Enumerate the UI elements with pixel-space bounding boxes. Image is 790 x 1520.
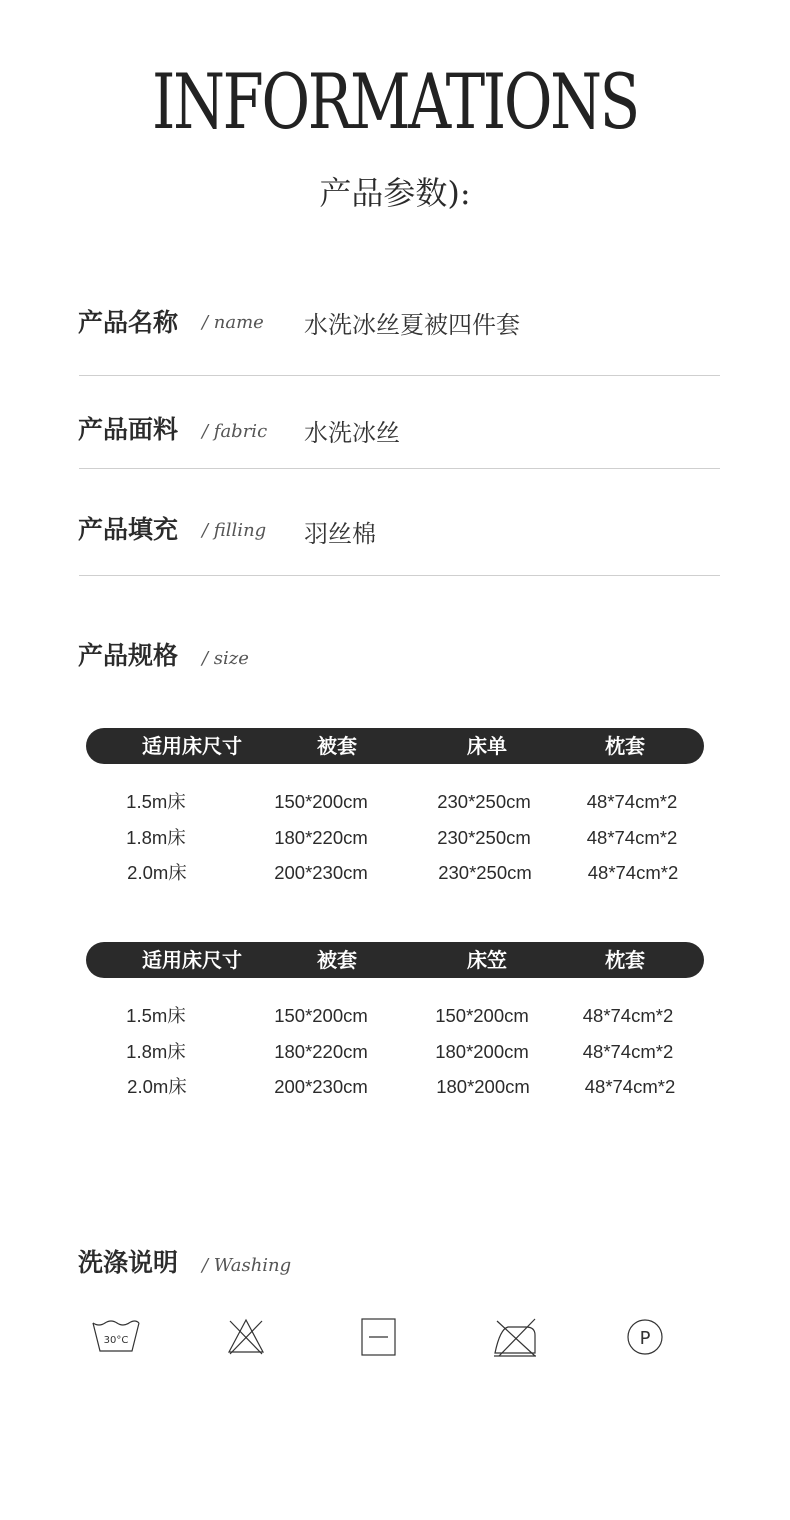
table-cell: 2.0m床 (127, 862, 187, 883)
table-cell: 180*200cm (435, 1041, 529, 1062)
table-cell: 1.8m床 (126, 827, 186, 848)
table-row (0, 1001, 790, 1031)
table-cell: 1.5m床 (126, 791, 186, 812)
table-cell: 150*200cm (435, 1005, 529, 1026)
page-subtitle: 产品参数): (319, 174, 471, 212)
table1-header-duvet-cover: 被套 (317, 734, 357, 758)
table-cell: 180*220cm (274, 1041, 368, 1062)
wash-temp-text: 30°C (103, 1335, 129, 1346)
fabric-label-en: / fabric (202, 421, 268, 442)
name-label-en: / name (202, 312, 264, 333)
no-iron-icon (490, 1317, 540, 1357)
table-cell: 230*250cm (437, 791, 531, 812)
table-cell: 48*74cm*2 (586, 791, 678, 812)
table-cell: 48*74cm*2 (582, 1041, 674, 1062)
table-cell: 48*74cm*2 (586, 827, 678, 848)
table2-header (86, 942, 704, 978)
table-row (0, 1037, 790, 1067)
table-cell: 1.5m床 (126, 1005, 186, 1026)
page-title: INFORMATIONS (152, 57, 638, 146)
size-label-en: / size (202, 648, 249, 669)
table2-header-fitted-sheet: 床笠 (467, 948, 507, 972)
no-bleach-icon (221, 1317, 271, 1357)
table-cell: 230*250cm (438, 862, 532, 883)
table-row (0, 787, 790, 817)
washing-label: 洗涤说明 (78, 1248, 179, 1277)
table-cell: 150*200cm (274, 791, 368, 812)
table-cell: 1.8m床 (126, 1041, 186, 1062)
divider (79, 575, 720, 576)
table1-header-sheet: 床单 (467, 734, 507, 758)
table-cell: 200*230cm (274, 862, 368, 883)
table-cell: 2.0m床 (127, 1076, 187, 1097)
fabric-label: 产品面料 (78, 415, 179, 444)
table2-header-pillowcase: 枕套 (605, 948, 645, 972)
dry-clean-letter: P (639, 1328, 651, 1349)
table2-header-bed-size: 适用床尺寸 (142, 948, 242, 972)
dry-flat-icon (354, 1317, 404, 1357)
filling-value: 羽丝棉 (304, 520, 376, 548)
name-value: 水洗冰丝夏被四件套 (304, 311, 520, 339)
table-cell: 230*250cm (437, 827, 531, 848)
table-cell: 150*200cm (274, 1005, 368, 1026)
divider (79, 375, 720, 376)
filling-label-en: / filling (202, 520, 267, 541)
table-cell: 200*230cm (274, 1076, 368, 1097)
table-row (0, 1072, 790, 1102)
table-row (0, 823, 790, 853)
table-cell: 48*74cm*2 (582, 1005, 674, 1026)
table-row (0, 858, 790, 888)
table2-header-duvet-cover: 被套 (317, 948, 357, 972)
table1-header-pillowcase: 枕套 (605, 734, 645, 758)
table-cell: 180*220cm (274, 827, 368, 848)
table1-header (86, 728, 704, 764)
name-label: 产品名称 (78, 308, 179, 337)
size-label: 产品规格 (78, 641, 179, 670)
divider (79, 468, 720, 469)
fabric-value: 水洗冰丝 (304, 419, 400, 447)
table-cell: 48*74cm*2 (584, 1076, 676, 1097)
table1-header-bed-size: 适用床尺寸 (142, 734, 242, 758)
washing-label-en: / Washing (202, 1255, 292, 1276)
table-cell: 48*74cm*2 (587, 862, 679, 883)
professional-dry-clean-icon (620, 1317, 670, 1357)
filling-label: 产品填充 (78, 515, 179, 544)
wash-30c-icon (91, 1317, 141, 1357)
table-cell: 180*200cm (436, 1076, 530, 1097)
